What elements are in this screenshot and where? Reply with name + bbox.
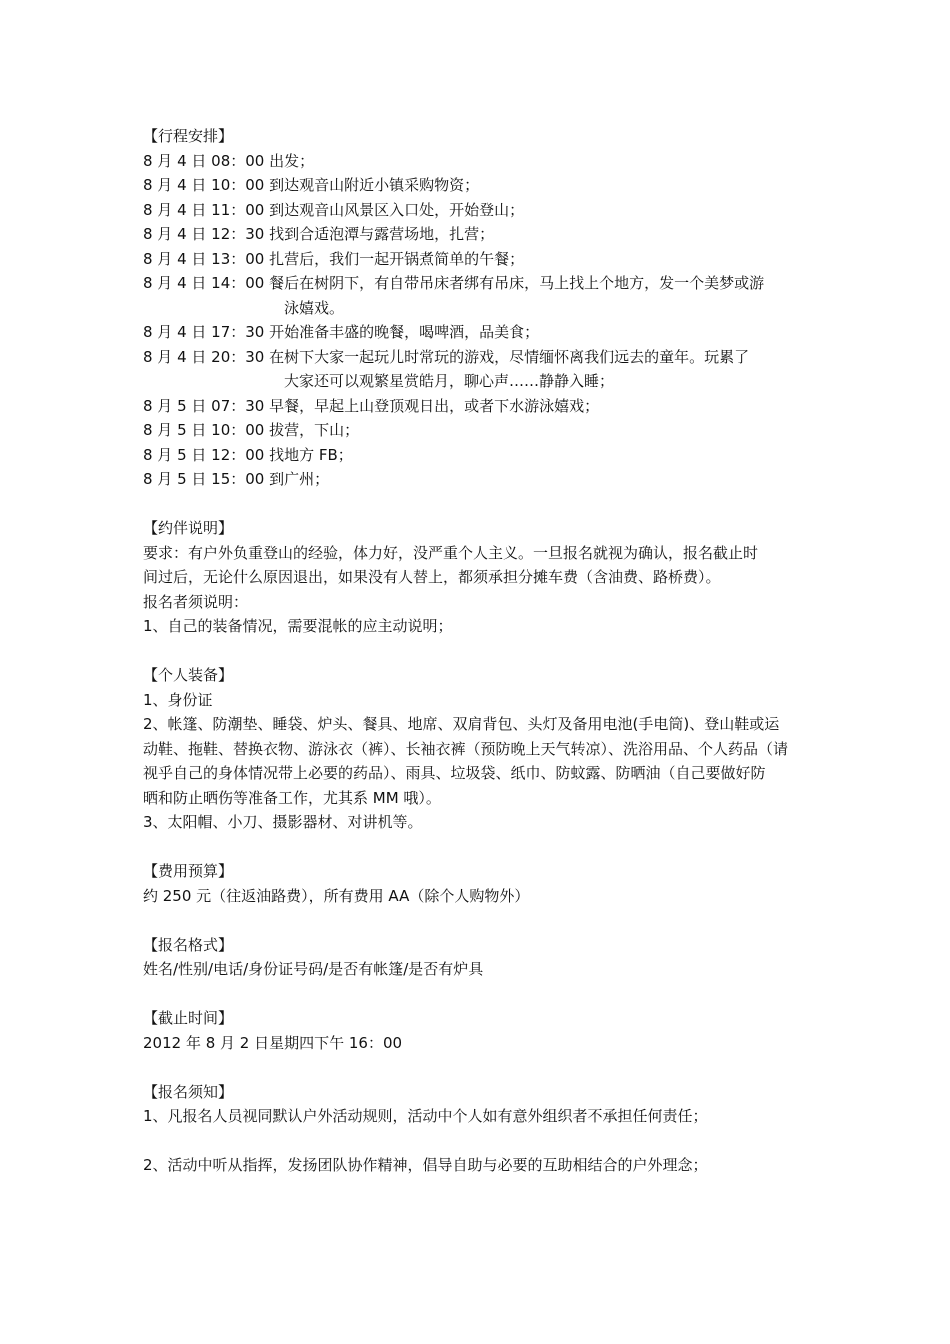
equipment-item: 1、身份证: [143, 690, 213, 709]
section-gap: [143, 1055, 813, 1080]
document-body: [143, 124, 813, 1178]
section-gap: [143, 1129, 813, 1154]
rules-item: 1、凡报名人员视同默认户外活动规则，活动中个人如有意外组织者不承担任何责任；: [143, 1107, 708, 1125]
equipment-item: 动鞋、拖鞋、替换衣物、游泳衣（裤）、长袖衣裤（预防晚上天气转凉）、洗浴用品、个人药品（请: [143, 739, 789, 758]
itinerary-item-continuation: 大家还可以观繁星赏皓月，聊心声……静静入睡；: [284, 372, 615, 390]
itinerary-item: 8 月 4 日 08：00 出发；: [143, 151, 315, 170]
companion-requirement: 要求：有户外负重登山的经验，体力好，没严重个人主义。一旦报名就视为确认，报名截止时: [143, 543, 759, 562]
companion-heading: 【约伴说明】: [143, 519, 234, 537]
itinerary-heading: 【行程安排】: [143, 127, 234, 145]
itinerary-item: 8 月 5 日 10：00 拔营，下山；: [143, 421, 360, 439]
itinerary-item: 8 月 4 日 14：00 餐后在树阴下，有自带吊床者绑有吊床，马上找上个地方，发一个美梦或游 泳嬉戏。: [143, 271, 813, 320]
itinerary-item: 8 月 4 日 20：30 在树下大家一起玩儿时常玩的游戏，尽情缅怀离我们远去的童年。玩累了 大家还可以观繁星赏皓月，聊心声……静静入睡；: [143, 345, 813, 394]
section-gap: [143, 492, 813, 517]
section-gap: [143, 908, 813, 933]
budget-text: 约 250 元（往返油路费），所有费用 AA（除个人购物外）: [143, 886, 530, 905]
itinerary-item: 8 月 5 日 12：00 找地方 FB；: [143, 445, 353, 464]
equipment-heading: 【个人装备】: [143, 666, 234, 684]
deadline-text: 2012 年 8 月 2 日星期四下午 16：00: [143, 1033, 403, 1052]
equipment-item: 晒和防止晒伤等准备工作，尤其系 MM 哦）。: [143, 788, 441, 807]
itinerary-item: 8 月 4 日 10：00 到达观音山附近小镇采购物资；: [143, 176, 480, 194]
section-gap: [143, 639, 813, 664]
itinerary-item-continuation: 泳嬉戏。: [284, 298, 345, 317]
equipment-item: 2、帐篷、防潮垫、睡袋、炉头、餐具、地席、双肩背包、头灯及备用电池(手电筒)、登山鞋或运: [143, 715, 780, 733]
rules-heading: 【报名须知】: [143, 1082, 234, 1101]
itinerary-item: 8 月 5 日 15：00 到广州；: [143, 470, 330, 488]
budget-heading: 【费用预算】: [143, 862, 234, 880]
itinerary-item: 8 月 4 日 13：00 扎营后，我们一起开锅煮简单的午餐；: [143, 249, 525, 268]
section-gap: [143, 982, 813, 1007]
companion-requirement: 间过后，无论什么原因退出，如果没有人替上，都须承担分摊车费（含油费、路桥费）。: [143, 568, 721, 586]
itinerary-item: 8 月 4 日 17：30 开始准备丰盛的晚餐，喝啤酒，品美食；: [143, 323, 540, 341]
equipment-item: 视乎自己的身体情况带上必要的药品）、雨具、垃圾袋、纸巾、防蚊露、防晒油（自己要做好防: [143, 764, 766, 782]
format-text: 姓名/性别/电话/身份证号码/是否有帐篷/是否有炉具: [143, 960, 484, 978]
itinerary-item: 8 月 4 日 11：00 到达观音山风景区入口处，开始登山；: [143, 200, 525, 219]
deadline-heading: 【截止时间】: [143, 1009, 234, 1027]
companion-notice-item: 1、自己的装备情况，需要混帐的应主动说明；: [143, 617, 453, 635]
itinerary-list: [143, 149, 813, 492]
equipment-item: 3、太阳帽、小刀、摄影器材、对讲机等。: [143, 813, 423, 831]
companion-notice-title: 报名者须说明：: [143, 592, 249, 611]
section-gap: [143, 835, 813, 860]
itinerary-item: 8 月 4 日 12：30 找到合适泡潭与露营场地，扎营；: [143, 225, 495, 243]
itinerary-item: 8 月 5 日 07：30 早餐，早起上山登顶观日出，或者下水游泳嬉戏；: [143, 396, 600, 415]
rules-item: 2、活动中听从指挥，发扬团队协作精神，倡导自助与必要的互助相结合的户外理念；: [143, 1156, 708, 1174]
format-heading: 【报名格式】: [143, 935, 234, 954]
